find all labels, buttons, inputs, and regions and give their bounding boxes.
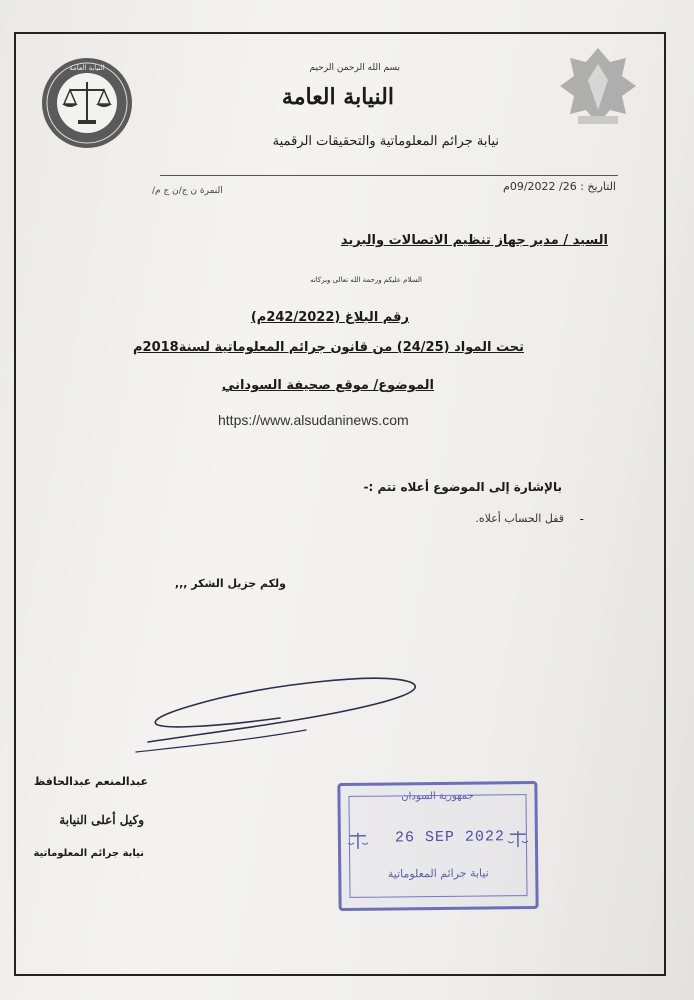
list-bullet: - [579,512,584,526]
closing-thanks: ولكم جزيل الشكر ,,, [174,577,286,590]
scales-icon [347,830,369,852]
org-title: النيابة العامة [281,84,394,110]
addressee: السيد / مدير جهاز تنظيم الاتصالات والبريد [340,233,608,248]
stamp-country: جمهورية السودان [401,790,474,803]
letter-date: التاريخ : 26/ 09/2022م [503,180,616,193]
org-subtitle: نيابة جرائم المعلوماتية والتحقيقات الرقمية [272,134,499,149]
reference-number: النمرة ن ج/ن ج م/ [152,186,223,196]
handwritten-signature [130,668,430,758]
legal-articles: تحت المواد (24/25) من قانون جرائم المعلوماتية لسنة2018م [133,340,524,355]
report-number: رقم البلاغ (242/2022م) [250,310,409,325]
scales-icon [507,828,529,850]
official-stamp [337,781,538,911]
seal-text: النيابة العامة [69,64,105,72]
header-divider [160,175,618,176]
intro-line: بالإشارة إلى الموضوع أعلاه تتم :- [363,480,562,494]
stamp-office: نيابة جرائم المعلوماتية [387,866,489,881]
subject-line: الموضوع/ موقع صحيفة السوداني [221,378,434,393]
list-item-block-account: قفل الحساب أعلاه. [475,512,564,525]
basmala: بسم الله الرحمن الرحيم [309,63,400,73]
sudan-coat-of-arms-icon [552,40,644,132]
scales-of-justice-seal-icon [40,56,134,150]
greeting: السلام عليكم ورحمة الله تعالى وبركاته [310,276,422,284]
signatory-name: عبدالمنعم عبدالحافظ [33,775,148,788]
signatory-office: نيابة جرائم المعلوماتية [33,848,144,859]
website-url: https://www.alsudaninews.com [218,412,409,428]
stamp-date: 26 SEP 2022 [394,828,506,847]
signatory-title: وكيل أعلى النيابة [59,813,144,827]
stamp-inner-border [348,794,527,898]
